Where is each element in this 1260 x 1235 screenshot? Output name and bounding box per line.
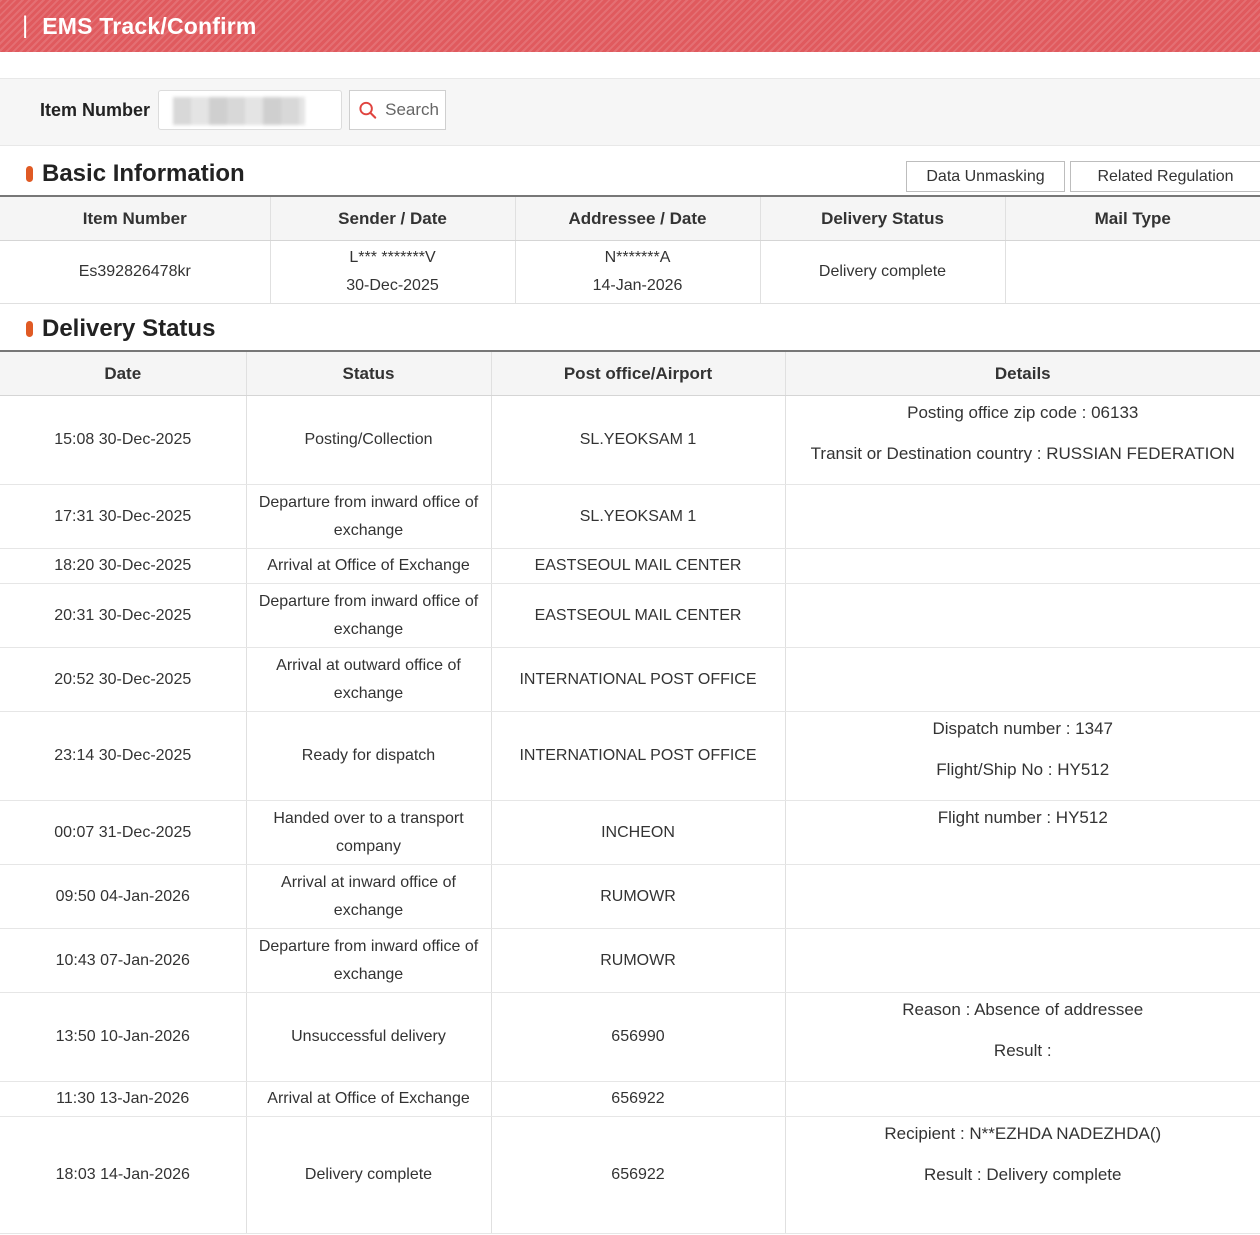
event-details bbox=[785, 648, 1260, 712]
event-details bbox=[785, 1082, 1260, 1117]
event-status-line: Unsuccessful delivery bbox=[291, 1028, 446, 1045]
delivery-rows bbox=[0, 396, 1260, 1234]
event-date: 18:03 14-Jan-2026 bbox=[0, 1117, 246, 1234]
table-row bbox=[0, 865, 1260, 929]
event-date: 09:50 04-Jan-2026 bbox=[0, 865, 246, 929]
event-post-office: SL.YEOKSAM 1 bbox=[491, 396, 785, 485]
event-status bbox=[246, 549, 491, 584]
search-icon bbox=[358, 100, 377, 120]
event-date: 00:07 31-Dec-2025 bbox=[0, 801, 246, 865]
event-status bbox=[246, 865, 491, 929]
event-status-line: Posting/Collection bbox=[304, 431, 433, 448]
event-status-line: Arrival at Office of Exchange bbox=[267, 1090, 470, 1107]
event-status bbox=[246, 1082, 491, 1117]
column-header-details: Details bbox=[785, 351, 1260, 396]
sender-date: 30-Dec-2025 bbox=[346, 277, 439, 294]
event-detail-line: Posting office zip code : 06133 bbox=[907, 403, 1139, 422]
event-detail-line: Flight/Ship No : HY512 bbox=[936, 760, 1110, 779]
event-status bbox=[246, 485, 491, 549]
table-row bbox=[0, 549, 1260, 584]
column-header-status: Status bbox=[246, 351, 491, 396]
table-row bbox=[0, 929, 1260, 993]
event-post-office: EASTSEOUL MAIL CENTER bbox=[491, 584, 785, 648]
table-row bbox=[0, 584, 1260, 648]
event-post-office: 656922 bbox=[491, 1082, 785, 1117]
table-row bbox=[0, 801, 1260, 865]
sender-name: L*** *******V bbox=[349, 249, 436, 266]
event-status-line: Arrival at outward office of bbox=[276, 656, 461, 674]
column-header-item-number: Item Number bbox=[0, 196, 270, 241]
basic-info-table bbox=[0, 195, 1260, 304]
event-status-line: Departure from inward office of bbox=[258, 493, 479, 511]
column-header-sender-date: Sender / Date bbox=[270, 196, 515, 241]
event-details bbox=[785, 485, 1260, 549]
event-date: 10:43 07-Jan-2026 bbox=[0, 929, 246, 993]
basic-info-row bbox=[0, 241, 1260, 304]
column-header-post-office: Post office/Airport bbox=[491, 351, 785, 396]
table-row bbox=[0, 485, 1260, 549]
column-header-mail-type: Mail Type bbox=[1005, 196, 1260, 241]
event-details bbox=[785, 801, 1260, 865]
event-status-line: exchange bbox=[333, 521, 404, 539]
event-status bbox=[246, 396, 491, 485]
event-date: 20:31 30-Dec-2025 bbox=[0, 584, 246, 648]
table-row bbox=[0, 396, 1260, 485]
event-date: 20:52 30-Dec-2025 bbox=[0, 648, 246, 712]
addressee-name: N*******A bbox=[604, 249, 671, 266]
page-title: EMS Track/Confirm bbox=[42, 12, 257, 39]
delivery-status-table bbox=[0, 350, 1260, 1234]
table-row bbox=[0, 712, 1260, 801]
event-details bbox=[785, 929, 1260, 993]
event-post-office: 656922 bbox=[491, 1117, 785, 1234]
event-status bbox=[246, 648, 491, 712]
column-header-delivery-status: Delivery Status bbox=[760, 196, 1005, 241]
event-status bbox=[246, 993, 491, 1082]
event-detail-line: Transit or Destination country : RUSSIAN FEDERATION bbox=[810, 444, 1235, 463]
event-status-line: Handed over to a transport bbox=[273, 809, 464, 827]
event-status bbox=[246, 801, 491, 865]
event-details bbox=[785, 712, 1260, 801]
search-button[interactable] bbox=[349, 90, 446, 130]
basic-info-header-row bbox=[0, 196, 1260, 241]
event-date: 13:50 10-Jan-2026 bbox=[0, 993, 246, 1082]
event-status-line: company bbox=[336, 837, 401, 855]
event-status bbox=[246, 584, 491, 648]
event-status-line: exchange bbox=[333, 965, 404, 983]
event-details bbox=[785, 584, 1260, 648]
delivery-status-title: Delivery Status bbox=[42, 315, 216, 342]
table-row bbox=[0, 993, 1260, 1082]
event-detail-line: Reason : Absence of addressee bbox=[902, 1000, 1144, 1019]
event-detail-line: Result : bbox=[993, 1041, 1052, 1060]
event-status-line: Arrival at Office of Exchange bbox=[267, 557, 470, 574]
event-status-line: Arrival at inward office of bbox=[281, 873, 456, 891]
event-status-line: Ready for dispatch bbox=[301, 747, 436, 764]
event-post-office: INTERNATIONAL POST OFFICE bbox=[491, 712, 785, 801]
event-status-line: exchange bbox=[333, 620, 404, 638]
addressee-date: 14-Jan-2026 bbox=[592, 277, 683, 294]
header-bar-mark: | bbox=[22, 12, 29, 39]
item-number-input[interactable] bbox=[158, 90, 342, 130]
event-status bbox=[246, 1117, 491, 1234]
event-post-office: RUMOWR bbox=[491, 929, 785, 993]
event-details bbox=[785, 396, 1260, 485]
event-date: 23:14 30-Dec-2025 bbox=[0, 712, 246, 801]
page-header bbox=[0, 0, 1260, 52]
event-status bbox=[246, 929, 491, 993]
addressee-cell bbox=[515, 241, 760, 304]
event-details bbox=[785, 549, 1260, 584]
event-date: 11:30 13-Jan-2026 bbox=[0, 1082, 246, 1117]
event-status-line: Delivery complete bbox=[304, 1166, 433, 1183]
event-post-office: RUMOWR bbox=[491, 865, 785, 929]
search-button-label: Search bbox=[385, 100, 439, 119]
event-status-line: Departure from inward office of bbox=[258, 937, 479, 955]
event-post-office: EASTSEOUL MAIL CENTER bbox=[491, 549, 785, 584]
event-details bbox=[785, 993, 1260, 1082]
event-post-office: SL.YEOKSAM 1 bbox=[491, 485, 785, 549]
delivery-status-value: Delivery complete bbox=[760, 241, 1005, 304]
item-number-label: Item Number bbox=[40, 100, 151, 120]
section-bullet-icon bbox=[26, 321, 33, 337]
item-number-value: Es392826478kr bbox=[0, 241, 270, 304]
data-unmasking-button[interactable]: Data Unmasking bbox=[906, 161, 1065, 192]
event-status-line: exchange bbox=[333, 901, 404, 919]
event-status bbox=[246, 712, 491, 801]
related-regulation-button[interactable]: Related Regulation bbox=[1070, 161, 1260, 192]
event-detail-line: Recipient : N**EZHDA NADEZHDA() bbox=[884, 1124, 1162, 1143]
event-date: 18:20 30-Dec-2025 bbox=[0, 549, 246, 584]
sender-cell bbox=[270, 241, 515, 304]
search-panel bbox=[0, 78, 1260, 146]
mail-type-value bbox=[1005, 241, 1260, 304]
delivery-status-heading bbox=[26, 315, 215, 343]
event-details bbox=[785, 865, 1260, 929]
table-row bbox=[0, 1082, 1260, 1117]
column-header-date: Date bbox=[0, 351, 246, 396]
event-detail-line: Flight number : HY512 bbox=[937, 808, 1108, 827]
event-date: 15:08 30-Dec-2025 bbox=[0, 396, 246, 485]
table-row bbox=[0, 648, 1260, 712]
event-date: 17:31 30-Dec-2025 bbox=[0, 485, 246, 549]
column-header-addressee-date: Addressee / Date bbox=[515, 196, 760, 241]
event-detail-line: Result : Delivery complete bbox=[924, 1165, 1122, 1184]
event-status-line: exchange bbox=[333, 684, 404, 702]
event-detail-line: Dispatch number : 1347 bbox=[932, 719, 1113, 738]
basic-info-title: Basic Information bbox=[42, 160, 245, 187]
event-post-office: 656990 bbox=[491, 993, 785, 1082]
event-status-line: Departure from inward office of bbox=[258, 592, 479, 610]
table-row bbox=[0, 1117, 1260, 1234]
section-bullet-icon bbox=[26, 166, 33, 182]
delivery-header-row bbox=[0, 351, 1260, 396]
basic-info-heading bbox=[26, 160, 245, 188]
event-details bbox=[785, 1117, 1260, 1234]
event-post-office: INCHEON bbox=[491, 801, 785, 865]
event-post-office: INTERNATIONAL POST OFFICE bbox=[491, 648, 785, 712]
